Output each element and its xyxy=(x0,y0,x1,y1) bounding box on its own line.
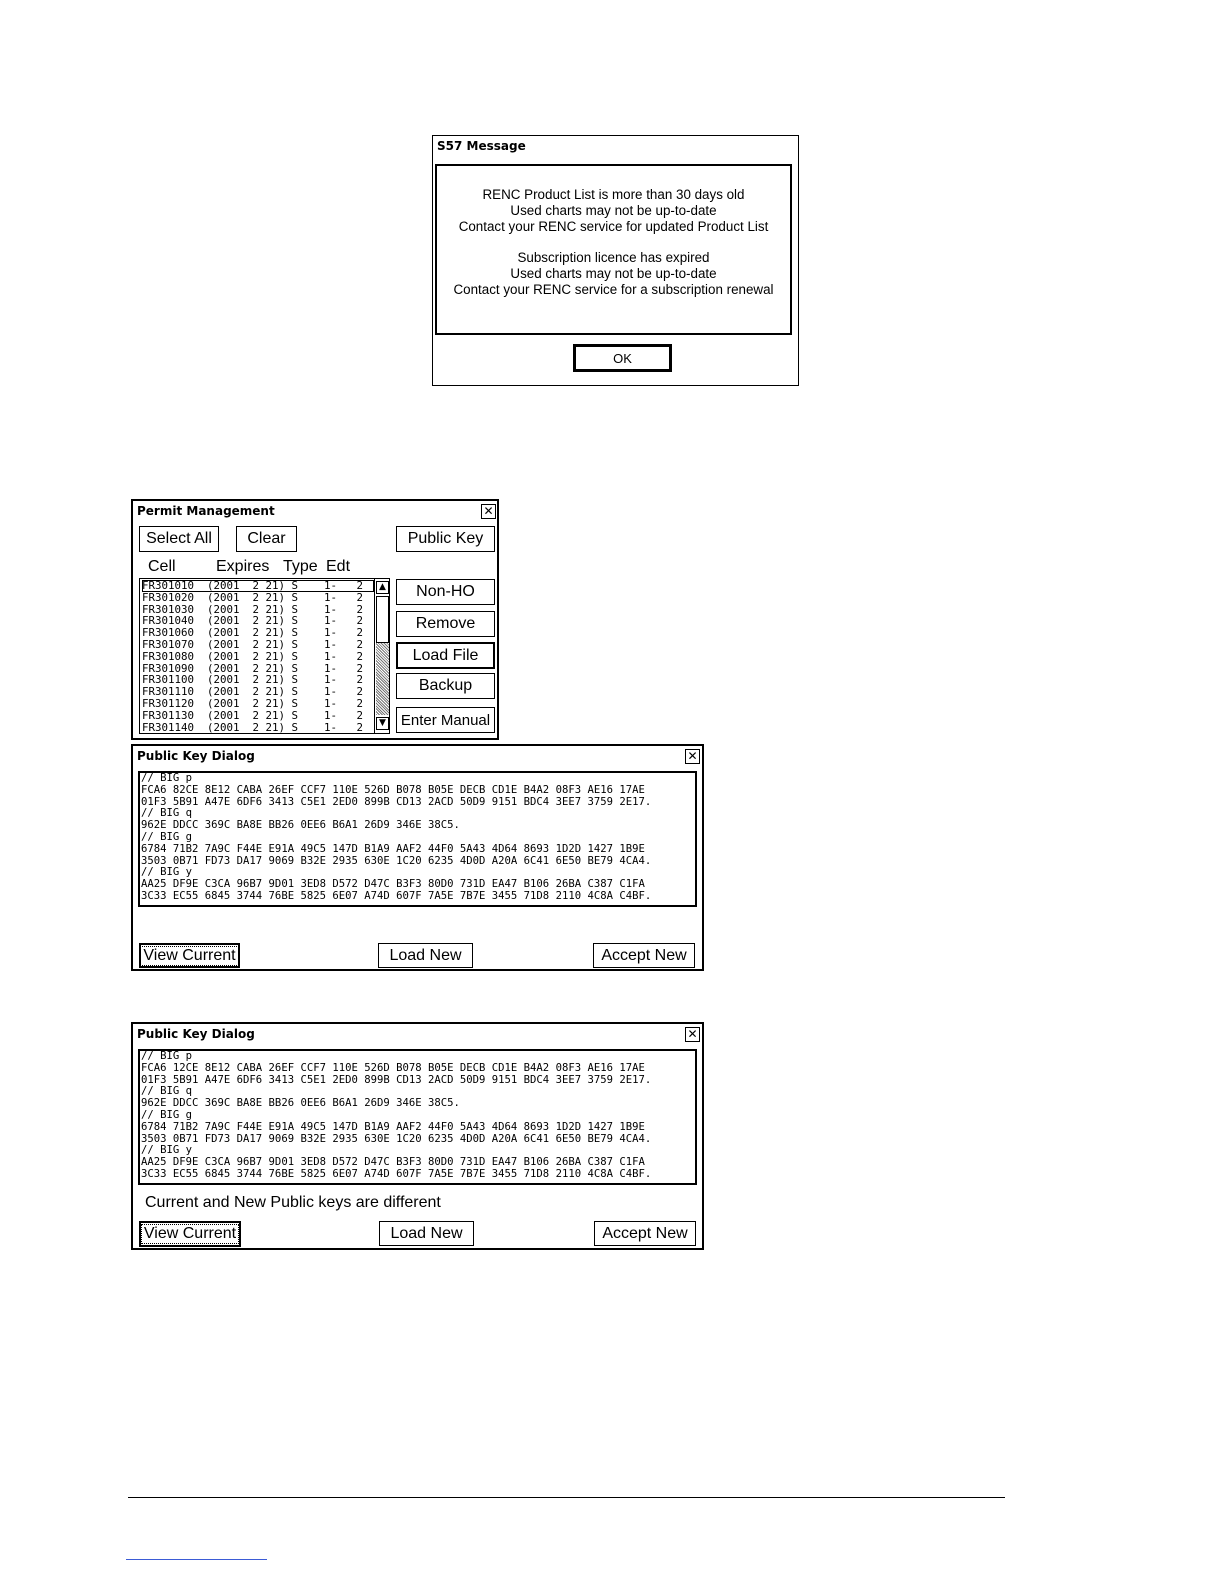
key-line: // BIG y xyxy=(141,1144,193,1157)
load-file-label: Load File xyxy=(412,646,479,664)
load-new-button[interactable] xyxy=(378,943,473,968)
permit-row[interactable]: FR301090 (2001 2 21) S 1- 2 xyxy=(142,661,364,675)
clear-button[interactable] xyxy=(236,526,297,552)
message-line: Subscription licence has expired xyxy=(517,250,710,266)
key-line: 3C33 EC55 6845 3744 76BE 5825 6E07 A74D 607F 7A5E 7B7E 3455 71D8 2110 4C8A C4BF. xyxy=(141,1167,652,1180)
enter-manual-button[interactable] xyxy=(396,707,495,733)
s57-message-box xyxy=(435,164,792,335)
select-all-button[interactable] xyxy=(139,526,219,552)
public-key-dialog-1-title: Public Key Dialog xyxy=(137,749,255,763)
key-line: // BIG q xyxy=(141,807,193,820)
ok-button[interactable] xyxy=(573,344,672,372)
s57-dialog-title: S57 Message xyxy=(437,139,526,153)
permit-row[interactable]: FR301100 (2001 2 21) S 1- 2 xyxy=(142,673,364,687)
remove-label: Remove xyxy=(415,615,476,632)
column-header-cell: Cell xyxy=(148,558,176,575)
close-icon[interactable]: ✕ xyxy=(481,504,496,519)
key-line: 01F3 5B91 A47E 6DF6 3413 C5E1 2ED0 899B CD13 2ACD 50D9 9151 BDC4 3EE7 3759 2E17. xyxy=(141,795,652,808)
message-line: Contact your RENC service for updated Product List xyxy=(458,218,769,234)
close-icon[interactable]: ✕ xyxy=(685,1027,700,1042)
key-line: // BIG q xyxy=(141,1085,193,1098)
s57-message-lines xyxy=(437,187,790,298)
ok-button-label: OK xyxy=(613,350,632,366)
permit-row[interactable]: FR301070 (2001 2 21) S 1- 2 xyxy=(142,637,364,651)
key-text xyxy=(141,773,651,903)
message-line: Used charts may not be up-to-date xyxy=(510,265,717,281)
key-text xyxy=(141,1051,651,1181)
non-ho-button[interactable] xyxy=(396,579,495,605)
key-line: 3503 0B71 FD73 DA17 9069 B32E 2935 630E 1C20 6235 4D0D A20A 6C41 6E50 BE79 4CA4. xyxy=(141,1132,652,1145)
key-line: FCA6 12CE 8E12 CABA 26EF CCF7 110E 526D B078 B05E DECB CD1E B4A2 08F3 AE16 17AE xyxy=(141,1061,645,1074)
key-line: 6784 71B2 7A9C F44E E91A 49C5 147D B1A9 AAF2 44F0 5A43 4D64 8693 1D2D 1427 1B9E xyxy=(141,1120,645,1133)
public-key-label: Public Key xyxy=(407,530,484,547)
non-ho-label: Non-HO xyxy=(416,583,475,600)
key-line: FCA6 82CE 8E12 CABA 26EF CCF7 110E 526D B078 B05E DECB CD1E B4A2 08F3 AE16 17AE xyxy=(141,783,645,796)
permit-list[interactable] xyxy=(139,578,390,734)
scroll-thumb[interactable] xyxy=(376,596,389,643)
accept-new-button[interactable] xyxy=(594,1221,696,1246)
permit-row[interactable]: FR301010 (2001 2 21) S 1- 2 xyxy=(142,580,374,592)
public-key-dialog-2-title: Public Key Dialog xyxy=(137,1027,255,1041)
key-line: 962E DDCC 369C BA8E BB26 0EE6 B6A1 26D9 346E 38C5. xyxy=(141,1097,460,1110)
clear-label: Clear xyxy=(247,530,286,547)
view-current-button[interactable] xyxy=(139,943,240,968)
status-text: Current and New Public keys are different xyxy=(145,1194,441,1211)
load-file-button[interactable] xyxy=(396,642,495,669)
column-header-edt: Edt xyxy=(326,558,351,575)
key-line: AA25 DF9E C3CA 96B7 9D01 3ED8 D572 D47C B3F3 80D0 731D EA47 B106 26BA C387 C1FA xyxy=(141,878,645,891)
key-line: // BIG y xyxy=(141,866,193,879)
key-line: 01F3 5B91 A47E 6DF6 3413 C5E1 2ED0 899B CD13 2ACD 50D9 9151 BDC4 3EE7 3759 2E17. xyxy=(141,1073,652,1086)
permit-row[interactable]: FR301030 (2001 2 21) S 1- 2 xyxy=(142,602,364,616)
message-line: RENC Product List is more than 30 days old xyxy=(482,187,745,202)
key-line: 3C33 EC55 6845 3744 76BE 5825 6E07 A74D 607F 7A5E 7B7E 3455 71D8 2110 4C8A C4BF. xyxy=(141,889,652,902)
key-line: // BIG g xyxy=(141,1108,193,1121)
scroll-up-icon[interactable]: ▲ xyxy=(376,581,389,594)
backup-label: Backup xyxy=(418,677,473,694)
footer-link-underline xyxy=(126,1559,267,1560)
public-key-button[interactable] xyxy=(396,526,495,552)
permit-row[interactable]: FR301140 (2001 2 21) S 1- 2 xyxy=(142,720,364,734)
enter-manual-label: Enter Manual xyxy=(400,711,491,729)
accept-new-label: Accept New xyxy=(602,1224,688,1242)
column-header-type: Type xyxy=(283,558,318,575)
permit-row[interactable]: FR301110 (2001 2 21) S 1- 2 xyxy=(142,685,364,699)
key-text-area[interactable] xyxy=(138,1049,697,1185)
permit-row[interactable]: FR301060 (2001 2 21) S 1- 2 xyxy=(142,626,364,640)
scroll-down-icon[interactable]: ▼ xyxy=(376,717,389,730)
key-line: // BIG p xyxy=(141,1050,193,1062)
permit-row[interactable]: FR301020 (2001 2 21) S 1- 2 xyxy=(142,590,364,604)
key-line: // BIG p xyxy=(141,772,193,784)
view-current-label: View Current xyxy=(143,1225,237,1242)
view-current-label: View Current xyxy=(143,946,236,964)
permit-row[interactable]: FR301080 (2001 2 21) S 1- 2 xyxy=(142,649,364,663)
permit-management-dialog xyxy=(131,499,499,740)
public-key-dialog-2 xyxy=(131,1022,704,1250)
column-header-expires: Expires xyxy=(216,558,270,575)
key-line: AA25 DF9E C3CA 96B7 9D01 3ED8 D572 D47C B3F3 80D0 731D EA47 B106 26BA C387 C1FA xyxy=(141,1156,645,1169)
key-text-area[interactable] xyxy=(138,771,697,907)
key-line: 6784 71B2 7A9C F44E E91A 49C5 147D B1A9 AAF2 44F0 5A43 4D64 8693 1D2D 1427 1B9E xyxy=(141,842,645,855)
public-key-dialog-1 xyxy=(131,744,704,971)
s57-message-dialog xyxy=(432,135,799,386)
accept-new-label: Accept New xyxy=(601,946,687,964)
key-line: 962E DDCC 369C BA8E BB26 0EE6 B6A1 26D9 346E 38C5. xyxy=(141,819,460,832)
select-all-label: Select All xyxy=(146,530,212,547)
close-icon[interactable]: ✕ xyxy=(685,749,700,764)
key-line: 3503 0B71 FD73 DA17 9069 B32E 2935 630E 1C20 6235 4D0D A20A 6C41 6E50 BE79 4CA4. xyxy=(141,854,652,867)
remove-button[interactable] xyxy=(396,611,495,637)
scroll-track[interactable] xyxy=(376,643,389,715)
permit-row[interactable]: FR301130 (2001 2 21) S 1- 2 xyxy=(142,708,364,722)
message-line: Used charts may not be up-to-date xyxy=(510,202,717,218)
load-new-label: Load New xyxy=(389,946,462,964)
scrollbar[interactable] xyxy=(374,579,390,733)
footer-divider xyxy=(128,1497,1005,1498)
message-line: Contact your RENC service for a subscription renewal xyxy=(453,281,774,297)
key-line: // BIG g xyxy=(141,830,193,843)
permit-rows xyxy=(142,580,374,733)
permit-management-title: Permit Management xyxy=(137,504,275,518)
permit-row[interactable]: FR301120 (2001 2 21) S 1- 2 xyxy=(142,696,364,710)
view-current-button[interactable] xyxy=(139,1221,241,1247)
load-new-button[interactable] xyxy=(379,1221,474,1246)
accept-new-button[interactable] xyxy=(593,943,695,968)
permit-row[interactable]: FR301040 (2001 2 21) S 1- 2 xyxy=(142,614,364,628)
message-line xyxy=(437,234,790,250)
backup-button[interactable] xyxy=(396,673,495,699)
load-new-label: Load New xyxy=(390,1224,463,1242)
